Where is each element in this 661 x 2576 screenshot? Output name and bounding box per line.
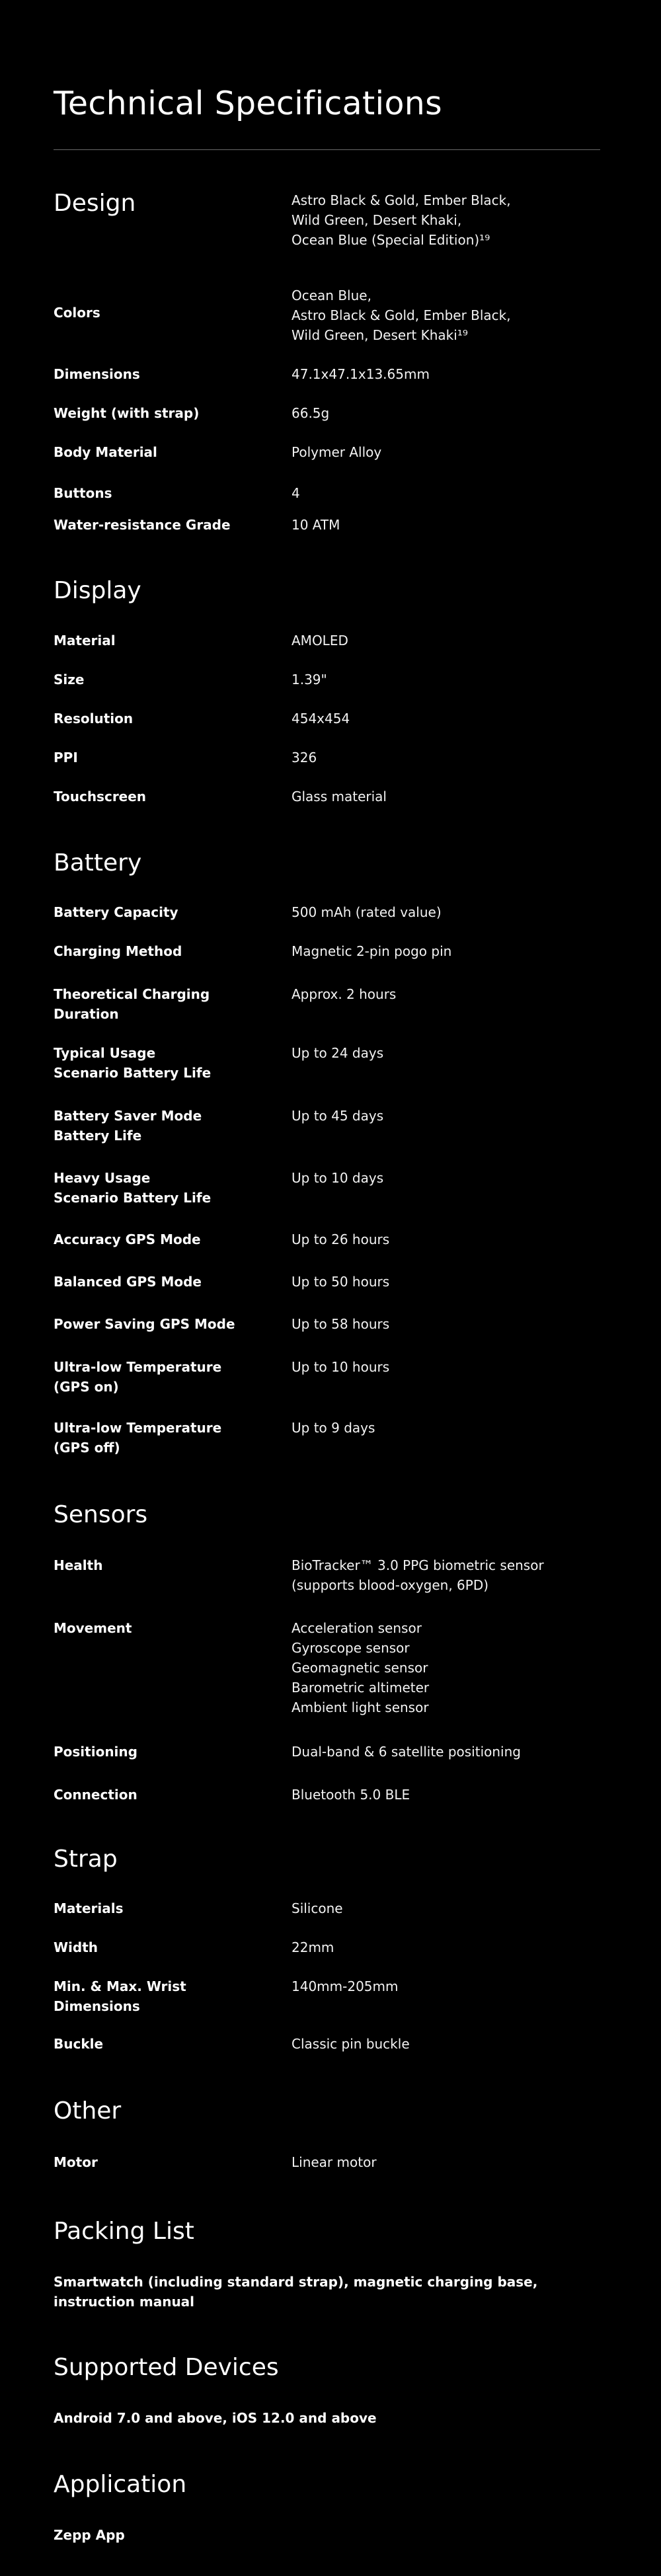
colors-label: Colors xyxy=(54,305,100,321)
dimensions-value: 47.1x47.1x13.65mm xyxy=(292,366,430,382)
ultralow-gps-on-value: Up to 10 hours xyxy=(292,1359,390,1375)
balanced-gps-label: Balanced GPS Mode xyxy=(54,1274,202,1290)
battery-capacity-label: Battery Capacity xyxy=(54,904,178,920)
buckle-value: Classic pin buckle xyxy=(292,2036,410,2052)
strap-materials-label: Materials xyxy=(54,1900,124,1916)
section-title-supported-devices: Supported Devices xyxy=(54,2354,279,2381)
battery-saver-label: Battery Saver Mode Battery Life xyxy=(54,1108,202,1144)
wrist-dimensions-label: Min. & Max. Wrist Dimensions xyxy=(54,1978,186,2014)
weight-label: Weight (with strap) xyxy=(54,405,200,421)
ultralow-gps-off-value: Up to 9 days xyxy=(292,1420,375,1436)
buttons-value: 4 xyxy=(292,485,300,501)
strap-width-value: 22mm xyxy=(292,1939,334,1955)
health-sensor-label: Health xyxy=(54,1557,103,1573)
ultralow-gps-on-label: Ultra-low Temperature (GPS on) xyxy=(54,1359,222,1395)
typical-usage-label: Typical Usage Scenario Battery Life xyxy=(54,1045,212,1081)
section-title-other: Other xyxy=(54,2097,122,2125)
application-text: Zepp App xyxy=(54,2527,125,2543)
section-title-sensors: Sensors xyxy=(54,1501,148,1528)
power-saving-gps-value: Up to 58 hours xyxy=(292,1316,390,1332)
power-saving-gps-label: Power Saving GPS Mode xyxy=(54,1316,235,1332)
strap-materials-value: Silicone xyxy=(292,1900,343,1916)
wrist-dimensions-value: 140mm-205mm xyxy=(292,1978,399,1994)
battery-capacity-value: 500 mAh (rated value) xyxy=(292,904,442,920)
touchscreen-value: Glass material xyxy=(292,789,387,804)
charging-duration-value: Approx. 2 hours xyxy=(292,986,397,1002)
typical-usage-value: Up to 24 days xyxy=(292,1045,384,1061)
packing-list-text: Smartwatch (including standard strap), magnetic charging base, instruction manual xyxy=(54,2274,538,2310)
display-material-label: Material xyxy=(54,633,116,648)
buttons-label: Buttons xyxy=(54,485,112,501)
balanced-gps-value: Up to 50 hours xyxy=(292,1274,390,1290)
section-title-battery: Battery xyxy=(54,849,142,877)
display-size-label: Size xyxy=(54,672,85,687)
positioning-label: Positioning xyxy=(54,1744,137,1760)
charging-duration-label: Theoretical Charging Duration xyxy=(54,986,210,1022)
title-divider xyxy=(54,149,600,150)
charging-method-value: Magnetic 2-pin pogo pin xyxy=(292,943,452,959)
supported-devices-text: Android 7.0 and above, iOS 12.0 and above xyxy=(54,2410,377,2426)
motor-label: Motor xyxy=(54,2154,98,2170)
display-material-value: AMOLED xyxy=(292,633,348,648)
ppi-label: PPI xyxy=(54,750,78,765)
accuracy-gps-value: Up to 26 hours xyxy=(292,1231,390,1247)
buckle-label: Buckle xyxy=(54,2036,104,2052)
water-resistance-value: 10 ATM xyxy=(292,517,340,533)
ppi-value: 326 xyxy=(292,750,317,765)
dimensions-label: Dimensions xyxy=(54,366,140,382)
resolution-value: 454x454 xyxy=(292,711,350,726)
section-title-strap: Strap xyxy=(54,1846,118,1873)
connection-value: Bluetooth 5.0 BLE xyxy=(292,1787,410,1803)
section-title-packing-list: Packing List xyxy=(54,2218,194,2245)
strap-width-label: Width xyxy=(54,1939,98,1955)
body-material-value: Polymer Alloy xyxy=(292,444,382,460)
positioning-value: Dual-band & 6 satellite positioning xyxy=(292,1744,521,1760)
health-sensor-value: BioTracker™ 3.0 PPG biometric sensor (supports blood-oxygen, 6PD) xyxy=(292,1557,544,1593)
heavy-usage-label: Heavy Usage Scenario Battery Life xyxy=(54,1170,212,1206)
touchscreen-label: Touchscreen xyxy=(54,789,147,804)
design-top-value: Astro Black & Gold, Ember Black, Wild Green, Desert Khaki, Ocean Blue (Special Edition)¹⁹ xyxy=(292,192,511,248)
movement-sensor-value: Acceleration sensor Gyroscope sensor Geomagnetic sensor Barometric altimeter Ambient light sensor xyxy=(292,1620,430,1715)
weight-value: 66.5g xyxy=(292,405,330,421)
page-title: Technical Specifications xyxy=(54,85,442,122)
display-size-value: 1.39" xyxy=(292,672,327,687)
heavy-usage-value: Up to 10 days xyxy=(292,1170,384,1186)
movement-sensor-label: Movement xyxy=(54,1620,132,1636)
section-title-design: Design xyxy=(54,190,136,217)
charging-method-label: Charging Method xyxy=(54,943,182,959)
body-material-label: Body Material xyxy=(54,444,157,460)
connection-label: Connection xyxy=(54,1787,137,1803)
battery-saver-value: Up to 45 days xyxy=(292,1108,384,1124)
water-resistance-label: Water-resistance Grade xyxy=(54,517,231,533)
section-title-application: Application xyxy=(54,2471,187,2498)
section-title-display: Display xyxy=(54,577,141,604)
resolution-label: Resolution xyxy=(54,711,134,726)
colors-value: Ocean Blue, Astro Black & Gold, Ember Black, Wild Green, Desert Khaki¹⁹ xyxy=(292,288,511,343)
accuracy-gps-label: Accuracy GPS Mode xyxy=(54,1231,201,1247)
motor-value: Linear motor xyxy=(292,2154,377,2170)
ultralow-gps-off-label: Ultra-low Temperature (GPS off) xyxy=(54,1420,222,1456)
